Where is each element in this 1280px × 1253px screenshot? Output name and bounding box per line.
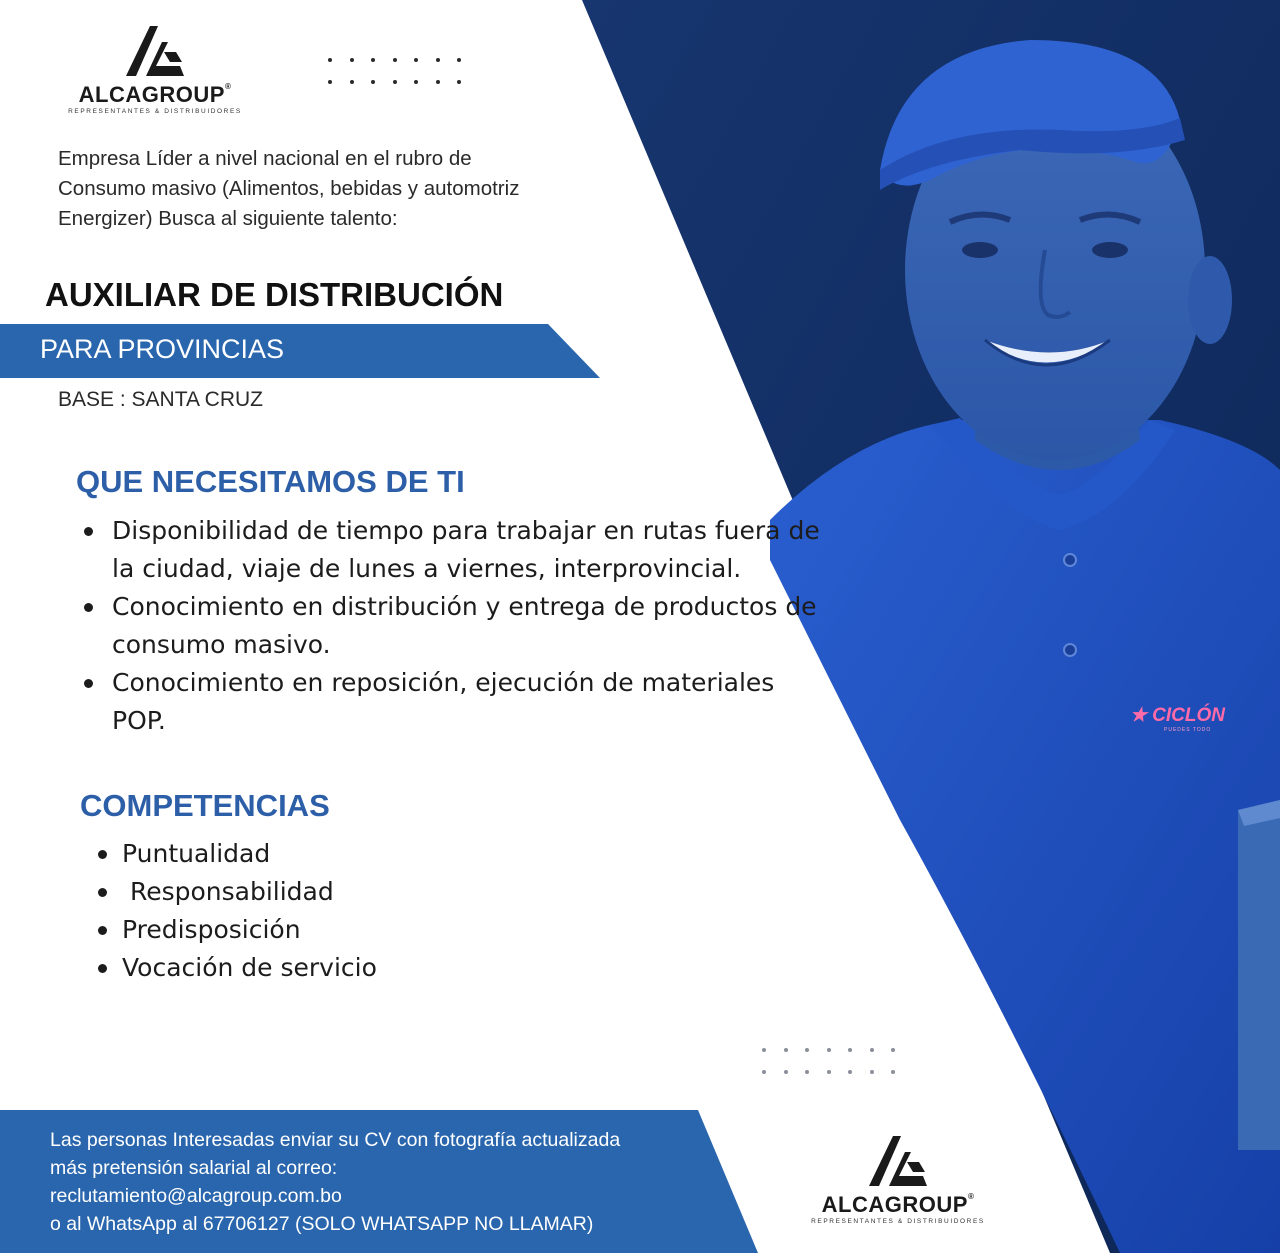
- competencies-list: [94, 835, 377, 987]
- intro-line: Empresa Líder a nivel nacional en el rubro de: [58, 147, 472, 170]
- competencies-heading: COMPETENCIAS: [80, 788, 330, 823]
- job-title: AUXILIAR DE DISTRIBUCIÓN: [45, 276, 504, 313]
- contact-email[interactable]: reclutamiento@alcagroup.com.bo: [50, 1185, 342, 1207]
- list-item: Conocimiento en distribución y entrega de productos de consumo masivo.: [74, 588, 834, 664]
- shirt-brand-logo: [1130, 704, 1240, 733]
- logo-tagline: REPRESENTANTES & DISTRIBUIDORES: [68, 108, 242, 115]
- requirements-list: [74, 512, 834, 740]
- logo-name: ALCAGROUP: [821, 1192, 968, 1217]
- application-instructions: [50, 1126, 730, 1238]
- company-logo-top: [55, 22, 255, 115]
- list-item: Predisposición: [94, 911, 377, 949]
- contact-whatsapp[interactable]: o al WhatsApp al 67706127 (SOLO WHATSAPP NO LLAMAR): [50, 1213, 594, 1235]
- intro-line: Consumo masivo (Alimentos, bebidas y automotriz: [58, 177, 520, 200]
- logo-name: ALCAGROUP: [78, 82, 225, 107]
- alcagroup-logo-icon: [120, 22, 190, 80]
- job-scope: PARA PROVINCIAS: [40, 334, 285, 364]
- logo-tagline: REPRESENTANTES & DISTRIBUIDORES: [811, 1218, 985, 1225]
- job-base: BASE : SANTA CRUZ: [58, 388, 263, 411]
- footer-line: más pretensión salarial al correo:: [50, 1157, 338, 1179]
- shirt-brand-name: CICLÓN: [1152, 705, 1225, 726]
- footer-line: Las personas Interesadas enviar su CV con fotografía actualizada: [50, 1129, 621, 1151]
- list-item: Responsabilidad: [94, 873, 377, 911]
- list-item: Vocación de servicio: [94, 949, 377, 987]
- decorative-dots-top: [328, 58, 463, 84]
- star-icon: ★: [1130, 705, 1148, 726]
- logo-registered: ®: [967, 1192, 975, 1201]
- company-intro: [58, 144, 618, 234]
- list-item: Disponibilidad de tiempo para trabajar en rutas fuera de la ciudad, viaje de lunes a viernes, interprovincial.: [74, 512, 834, 588]
- decorative-dots-bottom: [762, 1048, 897, 1074]
- list-item: Puntualidad: [94, 835, 377, 873]
- list-item: Conocimiento en reposición, ejecución de materiales POP.: [74, 664, 834, 740]
- alcagroup-logo-icon: [863, 1132, 933, 1190]
- shirt-brand-tagline: PUEDES TODO: [1164, 727, 1212, 733]
- intro-line: Energizer) Busca al siguiente talento:: [58, 207, 398, 230]
- logo-registered: ®: [224, 82, 232, 91]
- requirements-heading: QUE NECESITAMOS DE TI: [76, 464, 465, 499]
- company-logo-bottom: [793, 1132, 1003, 1225]
